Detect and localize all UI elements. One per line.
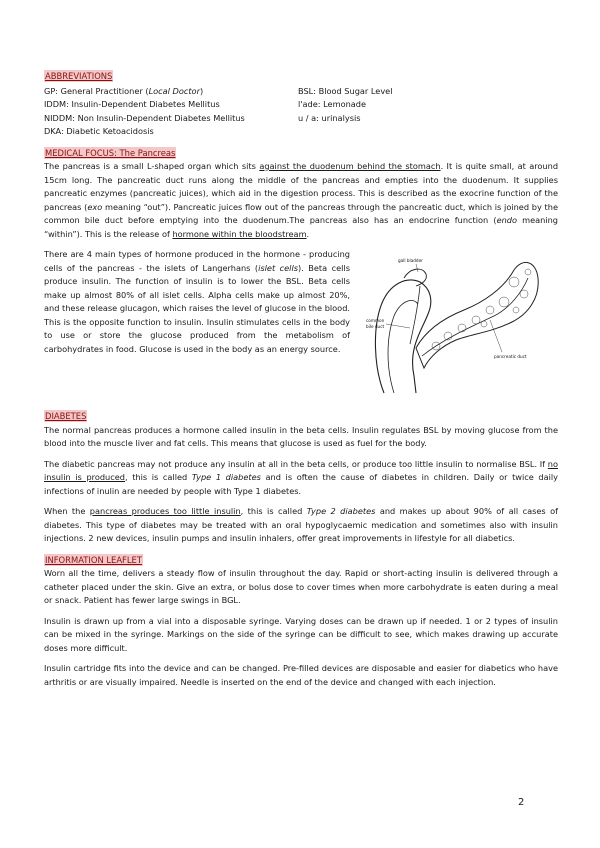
label-common-bile-duct: common bbox=[366, 318, 385, 323]
abbr-empty bbox=[298, 125, 558, 139]
pancreas-paragraph-2: There are 4 main types of hormone produced in the hormone - producing cells of the pancreas - the islets of Langerhans (islet cells). Beta cells produce insulin. The function of insulin is to lower the BSL. Beta cells make up almost 80% of all islet cells. Alpha cells make up almost 20%, and these release glucagon, which raises the level of glucose in the blood. This is the opposite function to insulin. Insulin stimulates cells in the body to use or store the glucose produced from the metabolism of carbohydrates in food. Glucose is used in the body as an energy source. bbox=[44, 249, 350, 354]
leaflet-heading: INFORMATION LEAFLET bbox=[45, 554, 142, 565]
abbreviations-list bbox=[44, 85, 558, 139]
diabetes-section bbox=[44, 410, 558, 546]
leaflet-paragraph-1: Worn all the time, delivers a steady flow of insulin throughout the day. Rapid or short-acting insulin is delivered through a catheter placed under the skin. Give an extra, or bolus dose to cover times when more carbohydrate is eaten during a meal or snack. Patient has fewer large swings in BGL. bbox=[44, 568, 558, 605]
medical-focus-heading: MEDICAL FOCUS: The Pancreas bbox=[45, 147, 176, 158]
abbreviations-section bbox=[44, 70, 558, 139]
abbr-bsl: BSL: Blood Sugar Level bbox=[298, 85, 393, 96]
information-leaflet-section bbox=[44, 554, 558, 690]
pancreas-diagram bbox=[364, 248, 542, 396]
diabetes-paragraph-3: When the pancreas produces too little insulin, this is called Type 2 diabetes and makes up about 90% of all cases of diabetes. This type of diabetes may be treated with an oral hypoglycaemic medication and sometimes also with insulin injections. 2 new devices, insulin pumps and insulin inhalers, offer great improvements in lifestyle for all diabetics. bbox=[44, 506, 559, 543]
duodenum-inner bbox=[388, 300, 418, 393]
leaflet-paragraph-2: Insulin is drawn up from a vial into a disposable syringe. Varying doses can be drawn up if needed. 1 or 2 types of insulin can be mixed in the syringe. Markings on the side of the syringe can be difficult to see, which makes drawing up accurate doses more difficult. bbox=[44, 615, 558, 653]
diabetes-paragraph-1: The normal pancreas produces a hormone called insulin in the beta cells. Insulin regulates BSL by moving glucose from the blood into the muscle liver and fat cells. This means that glucose is used as fuel for the body. bbox=[44, 424, 558, 448]
pancreas-body bbox=[416, 262, 538, 368]
label-gall-bladder: gall bladder bbox=[398, 258, 423, 263]
abbreviations-heading: ABBREVIATIONS bbox=[45, 71, 113, 81]
abbr-niddm: NIDDM: Non Insulin-Dependent Diabetes Mellitus bbox=[44, 112, 245, 123]
abbr-iddm: IDDM: Insulin-Dependent Diabetes Mellitus bbox=[44, 99, 220, 109]
label-common-bile-duct-2: bile duct bbox=[366, 324, 385, 329]
abbr-ua: u / a: urinalysis bbox=[298, 112, 361, 123]
page-number: 2 bbox=[518, 797, 525, 808]
lobule-texture bbox=[432, 269, 531, 350]
abbr-lade: l'ade: Lemonade bbox=[298, 99, 367, 109]
diabetes-paragraph-2: The diabetic pancreas may not produce any insulin at all in the beta cells, or produce too little insulin to normalise BSL. If no insulin is produced, this is called Type 1 diabetes and is often the cause of diabetes in children. Daily or twice daily infections of inulin are needed by people with Type 1 diabetes. bbox=[44, 458, 559, 496]
label-pancreatic-duct: pancreatic duct bbox=[494, 354, 527, 359]
pancreas-paragraph-1: The pancreas is a small L-shaped organ which sits against the duodenum behind the stomach. It is quite small, at around 15cm long. The pancreatic duct runs along the middle of the pancreas and empties into the duodenum. It supplies pancreatic enzymes (pancreatic juices), which aid in the digestion process. This is described as the exocrine function of the pancreas (exo meaning “out”). Pancreatic juices flow out of the pancreas through the pancreatic duct, which is joined by the common bile duct before emptying into the duodenum.The pancreas also has an endocrine function (endo meaning “within”). This is the release of hormone within the bloodstream. bbox=[44, 161, 559, 239]
duodenum-outline bbox=[375, 280, 430, 393]
hormone-block bbox=[44, 248, 558, 396]
leaflet-paragraph-3: Insulin cartridge fits into the device and can be changed. Pre-filled devices are disposable and easier for diabetics who have arthritis or are visually impaired. Needle is inserted on the end of the device and changed with each injection. bbox=[44, 663, 558, 687]
diabetes-heading: DIABETES bbox=[45, 411, 87, 421]
medical-focus-section bbox=[44, 147, 558, 397]
pancreatic-duct-line bbox=[422, 278, 528, 356]
abbr-dka: DKA: Diabetic Ketoacidosis bbox=[44, 126, 154, 136]
document-page bbox=[44, 70, 558, 689]
abbr-gp: GP: General Practitioner (Local Doctor) bbox=[44, 85, 204, 96]
